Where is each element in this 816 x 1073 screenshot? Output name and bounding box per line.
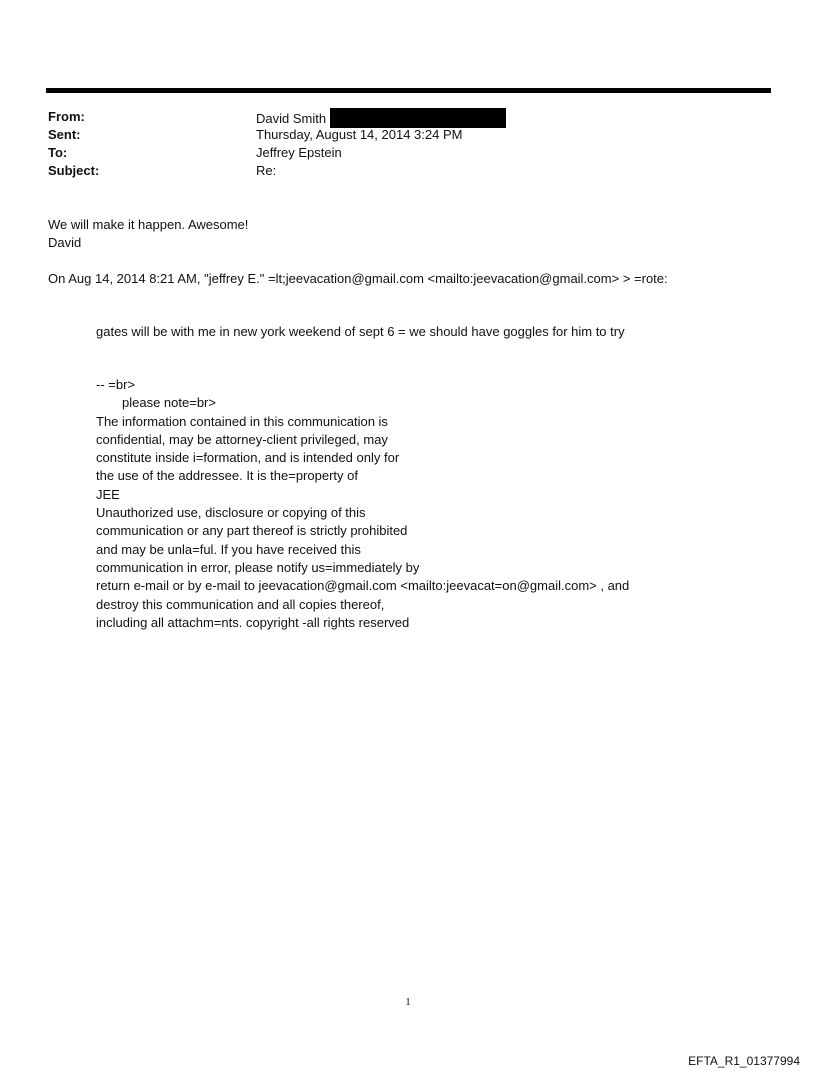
quoted-message: gates will be with me in new york weekend of sept 6 = we should have goggles for him to try [96,324,625,339]
signature-line: constitute inside i=formation, and is intended only for [96,450,400,466]
signature-line: communication or any part thereof is strictly prohibited [96,523,408,539]
subject-row [48,162,748,180]
page-number: 1 [405,996,411,1008]
signature-line: the use of the addressee. It is the=property of [96,468,358,484]
subject-value: Re: [256,163,277,178]
from-value-wrap [256,108,506,128]
to-value: Jeffrey Epstein [256,145,342,160]
reply-line-1: We will make it happen. Awesome! [48,217,249,232]
header-divider [46,88,771,93]
signature-line: and may be unla=ful. If you have received this [96,541,361,557]
reply-body [48,216,248,252]
signature-line: communication in error, please notify us=immediately by [96,559,420,575]
signature-block [96,376,629,632]
reply-line-2: David [48,235,82,250]
document-id: EFTA_R1_01377994 [688,1054,800,1068]
signature-line: destroy this communication and all copies thereof, [96,596,385,612]
to-label: To: [48,145,68,160]
signature-line: Unauthorized use, disclosure or copying of this [96,505,366,521]
from-label: From: [48,109,85,124]
sent-value: Thursday, August 14, 2014 3:24 PM [256,127,463,142]
from-value: David Smith [256,111,327,126]
signature-line: confidential, may be attorney-client privileged, may [96,431,388,447]
email-header [48,108,748,180]
sent-row [48,126,748,144]
sent-label: Sent: [48,127,81,142]
from-row [48,108,748,126]
quote-header: On Aug 14, 2014 8:21 AM, "jeffrey E." =lt;jeevacation@gmail.com <mailto:jeevacation@gmail.com> > =rote: [48,271,668,286]
signature-line: -- =br> [96,377,136,392]
to-row [48,144,748,162]
subject-label: Subject: [48,163,100,178]
signature-line: The information contained in this communication is [96,413,388,429]
redaction-box [330,108,506,128]
signature-line: including all attachm=nts. copyright -all rights reserved [96,614,410,630]
signature-line: return e-mail or by e-mail to jeevacation@gmail.com <mailto:jeevacat=on@gmail.com> , and [96,578,630,594]
signature-line: please note=br> [122,395,216,411]
signature-line: JEE [96,486,120,502]
